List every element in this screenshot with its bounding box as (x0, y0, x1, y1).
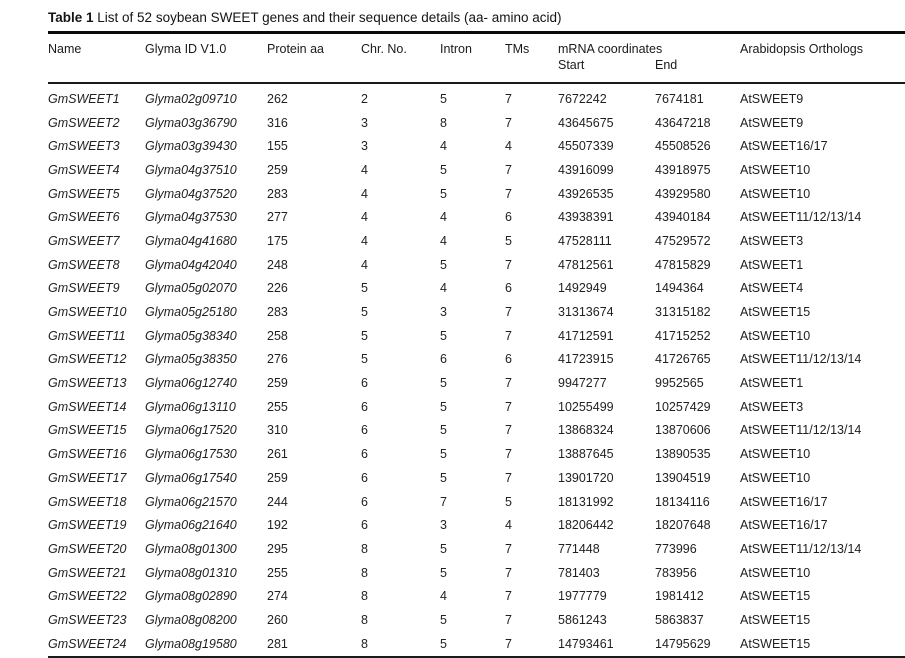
cell-mrna-end: 13904519 (655, 470, 711, 485)
cell-chr-no: 5 (361, 352, 368, 367)
cell-mrna-end: 18207648 (655, 518, 711, 533)
cell-mrna-start: 43938391 (558, 210, 614, 225)
cell-protein-aa: 244 (267, 494, 288, 509)
cell-arabidopsis-orthologs: AtSWEET15 (740, 589, 811, 604)
cell-mrna-start: 41723915 (558, 352, 614, 367)
cell-glyma-id: Glyma04g37530 (145, 210, 237, 225)
cell-name: GmSWEET16 (48, 447, 127, 462)
cell-tms: 7 (505, 162, 512, 177)
cell-name: GmSWEET4 (48, 162, 120, 177)
cell-name: GmSWEET9 (48, 281, 120, 296)
cell-mrna-end: 43647218 (655, 115, 711, 130)
cell-mrna-start: 7672242 (558, 91, 607, 106)
cell-chr-no: 6 (361, 494, 368, 509)
table-header (48, 33, 905, 84)
cell-glyma-id: Glyma05g02070 (145, 281, 237, 296)
cell-chr-no: 6 (361, 470, 368, 485)
cell-glyma-id: Glyma08g02890 (145, 589, 237, 604)
cell-chr-no: 4 (361, 257, 368, 272)
cell-chr-no: 5 (361, 305, 368, 320)
cell-protein-aa: 283 (267, 186, 288, 201)
cell-glyma-id: Glyma08g01300 (145, 541, 237, 556)
soybean-sweet-genes-table (48, 31, 905, 658)
cell-chr-no: 3 (361, 115, 368, 130)
cell-arabidopsis-orthologs: AtSWEET1 (740, 376, 804, 391)
cell-mrna-start: 1977779 (558, 589, 607, 604)
table-row (48, 419, 905, 443)
cell-tms: 4 (505, 139, 512, 154)
cell-glyma-id: Glyma04g41680 (145, 233, 237, 248)
cell-arabidopsis-orthologs: AtSWEET16/17 (740, 518, 828, 533)
cell-mrna-start: 43645675 (558, 115, 614, 130)
cell-glyma-id: Glyma06g13110 (145, 399, 236, 414)
cell-tms: 6 (505, 352, 512, 367)
cell-mrna-start: 31313674 (558, 305, 614, 320)
cell-mrna-start: 45507339 (558, 139, 614, 154)
table-row (48, 490, 905, 514)
cell-protein-aa: 274 (267, 589, 288, 604)
cell-chr-no: 8 (361, 636, 368, 651)
cell-arabidopsis-orthologs: AtSWEET10 (740, 565, 811, 580)
cell-name: GmSWEET1 (48, 91, 120, 106)
cell-protein-aa: 248 (267, 257, 288, 272)
cell-arabidopsis-orthologs: AtSWEET11/12/13/14 (740, 210, 862, 225)
cell-tms: 7 (505, 565, 512, 580)
cell-arabidopsis-orthologs: AtSWEET9 (740, 115, 804, 130)
cell-chr-no: 3 (361, 139, 368, 154)
cell-intron: 4 (440, 589, 447, 604)
cell-glyma-id: Glyma08g19580 (145, 636, 237, 651)
cell-mrna-start: 47528111 (558, 233, 612, 248)
table-caption (48, 10, 905, 25)
cell-arabidopsis-orthologs: AtSWEET11/12/13/14 (740, 541, 862, 556)
cell-chr-no: 5 (361, 328, 368, 343)
table-row (48, 205, 905, 229)
table-caption-text: List of 52 soybean SWEET genes and their sequence details (aa- amino acid) (93, 10, 562, 25)
cell-name: GmSWEET17 (48, 470, 127, 485)
col-header-intron: Intron (440, 42, 472, 56)
cell-intron: 5 (440, 186, 447, 201)
cell-arabidopsis-orthologs: AtSWEET10 (740, 162, 811, 177)
cell-intron: 5 (440, 91, 447, 106)
cell-mrna-start: 14793461 (558, 636, 614, 651)
cell-intron: 5 (440, 636, 447, 651)
cell-glyma-id: Glyma08g01310 (145, 565, 237, 580)
cell-mrna-start: 10255499 (558, 399, 614, 414)
cell-tms: 7 (505, 115, 512, 130)
cell-arabidopsis-orthologs: AtSWEET4 (740, 281, 804, 296)
cell-tms: 7 (505, 257, 512, 272)
cell-mrna-end: 18134116 (655, 494, 710, 509)
cell-intron: 4 (440, 210, 447, 225)
cell-mrna-start: 41712591 (558, 328, 614, 343)
cell-mrna-start: 47812561 (558, 257, 614, 272)
cell-name: GmSWEET11 (48, 328, 126, 343)
cell-tms: 5 (505, 233, 512, 248)
cell-intron: 4 (440, 139, 447, 154)
cell-glyma-id: Glyma03g39430 (145, 139, 237, 154)
cell-intron: 6 (440, 352, 447, 367)
table-row (48, 513, 905, 537)
cell-protein-aa: 295 (267, 541, 288, 556)
cell-intron: 5 (440, 423, 447, 438)
cell-mrna-end: 43940184 (655, 210, 711, 225)
table-row (48, 229, 905, 253)
cell-glyma-id: Glyma05g38350 (145, 352, 237, 367)
cell-intron: 8 (440, 115, 447, 130)
cell-glyma-id: Glyma06g21640 (145, 518, 237, 533)
cell-tms: 6 (505, 281, 512, 296)
cell-protein-aa: 260 (267, 612, 288, 627)
table-body (48, 83, 905, 657)
cell-mrna-start: 13901720 (558, 470, 614, 485)
cell-name: GmSWEET18 (48, 494, 127, 509)
cell-protein-aa: 175 (267, 233, 288, 248)
cell-tms: 7 (505, 636, 512, 651)
cell-intron: 5 (440, 162, 447, 177)
cell-protein-aa: 281 (267, 636, 288, 651)
table-row (48, 632, 905, 657)
table-row (48, 253, 905, 277)
cell-mrna-end: 1981412 (655, 589, 704, 604)
cell-name: GmSWEET10 (48, 305, 127, 320)
cell-arabidopsis-orthologs: AtSWEET10 (740, 470, 811, 485)
cell-glyma-id: Glyma04g42040 (145, 257, 237, 272)
cell-name: GmSWEET13 (48, 376, 127, 391)
table-row (48, 111, 905, 135)
cell-arabidopsis-orthologs: AtSWEET10 (740, 328, 811, 343)
cell-protein-aa: 259 (267, 376, 288, 391)
cell-glyma-id: Glyma04g37520 (145, 186, 237, 201)
cell-tms: 7 (505, 470, 512, 485)
cell-glyma-id: Glyma06g21570 (145, 494, 237, 509)
cell-mrna-start: 43916099 (558, 162, 614, 177)
cell-arabidopsis-orthologs: AtSWEET9 (740, 91, 804, 106)
cell-tms: 7 (505, 612, 512, 627)
cell-arabidopsis-orthologs: AtSWEET15 (740, 612, 811, 627)
col-header-end: End (655, 58, 678, 72)
cell-glyma-id: Glyma04g37510 (145, 162, 237, 177)
cell-arabidopsis-orthologs: AtSWEET11/12/13/14 (740, 423, 862, 438)
cell-name: GmSWEET19 (48, 518, 127, 533)
cell-chr-no: 8 (361, 612, 368, 627)
table-row (48, 277, 905, 301)
cell-mrna-start: 13887645 (558, 447, 614, 462)
cell-intron: 3 (440, 518, 447, 533)
cell-mrna-start: 18206442 (558, 518, 614, 533)
cell-mrna-end: 41715252 (655, 328, 711, 343)
cell-tms: 7 (505, 423, 512, 438)
table-row (48, 134, 905, 158)
cell-mrna-start: 5861243 (558, 612, 607, 627)
cell-chr-no: 8 (361, 541, 368, 556)
cell-chr-no: 4 (361, 162, 368, 177)
cell-mrna-end: 13890535 (655, 447, 711, 462)
cell-glyma-id: Glyma08g08200 (145, 612, 237, 627)
cell-protein-aa: 259 (267, 470, 288, 485)
cell-name: GmSWEET22 (48, 589, 127, 604)
cell-name: GmSWEET23 (48, 612, 127, 627)
cell-arabidopsis-orthologs: AtSWEET3 (740, 399, 804, 414)
cell-mrna-end: 1494364 (655, 281, 704, 296)
cell-arabidopsis-orthologs: AtSWEET15 (740, 636, 811, 651)
cell-chr-no: 8 (361, 565, 368, 580)
table-row (48, 300, 905, 324)
cell-chr-no: 6 (361, 399, 368, 414)
cell-name: GmSWEET15 (48, 423, 127, 438)
cell-glyma-id: Glyma03g36790 (145, 115, 237, 130)
cell-arabidopsis-orthologs: AtSWEET10 (740, 186, 811, 201)
cell-protein-aa: 316 (267, 115, 288, 130)
cell-glyma-id: Glyma06g17530 (145, 447, 237, 462)
cell-arabidopsis-orthologs: AtSWEET1 (740, 257, 804, 272)
table-row (48, 442, 905, 466)
cell-mrna-end: 47815829 (655, 257, 711, 272)
cell-mrna-end: 13870606 (655, 423, 711, 438)
cell-name: GmSWEET7 (48, 233, 120, 248)
cell-name: GmSWEET8 (48, 257, 120, 272)
cell-mrna-end: 45508526 (655, 139, 711, 154)
cell-protein-aa: 255 (267, 399, 288, 414)
cell-tms: 4 (505, 518, 512, 533)
cell-intron: 5 (440, 541, 447, 556)
cell-mrna-end: 43918975 (655, 162, 711, 177)
cell-tms: 7 (505, 328, 512, 343)
cell-arabidopsis-orthologs: AtSWEET3 (740, 233, 804, 248)
cell-tms: 7 (505, 186, 512, 201)
table-row (48, 182, 905, 206)
cell-name: GmSWEET12 (48, 352, 127, 367)
cell-mrna-end: 47529572 (655, 233, 711, 248)
cell-intron: 5 (440, 257, 447, 272)
cell-arabidopsis-orthologs: AtSWEET16/17 (740, 139, 828, 154)
cell-protein-aa: 276 (267, 352, 288, 367)
cell-protein-aa: 262 (267, 91, 288, 106)
cell-mrna-end: 9952565 (655, 376, 704, 391)
cell-mrna-end: 10257429 (655, 399, 711, 414)
col-header-mrna-coordinates: mRNA coordinates (558, 42, 663, 56)
cell-name: GmSWEET6 (48, 210, 120, 225)
cell-intron: 3 (440, 305, 447, 320)
table-row (48, 608, 905, 632)
cell-chr-no: 4 (361, 210, 368, 225)
cell-mrna-end: 5863837 (655, 612, 704, 627)
cell-name: GmSWEET2 (48, 115, 120, 130)
cell-intron: 7 (440, 494, 447, 509)
table-row (48, 584, 905, 608)
cell-name: GmSWEET24 (48, 636, 127, 651)
cell-intron: 5 (440, 470, 447, 485)
cell-tms: 7 (505, 589, 512, 604)
cell-mrna-start: 771448 (558, 541, 600, 556)
cell-protein-aa: 258 (267, 328, 288, 343)
cell-glyma-id: Glyma06g17540 (145, 470, 237, 485)
cell-name: GmSWEET21 (48, 565, 127, 580)
cell-chr-no: 6 (361, 447, 368, 462)
table-row (48, 83, 905, 111)
cell-name: GmSWEET20 (48, 541, 127, 556)
cell-protein-aa: 310 (267, 423, 288, 438)
table-row (48, 395, 905, 419)
cell-protein-aa: 261 (267, 447, 288, 462)
cell-tms: 7 (505, 376, 512, 391)
cell-chr-no: 6 (361, 518, 368, 533)
table-row (48, 537, 905, 561)
cell-chr-no: 8 (361, 589, 368, 604)
cell-arabidopsis-orthologs: AtSWEET15 (740, 305, 811, 320)
cell-mrna-start: 18131992 (558, 494, 614, 509)
cell-protein-aa: 226 (267, 281, 288, 296)
col-header-tms: TMs (505, 42, 530, 56)
table-row (48, 158, 905, 182)
cell-mrna-start: 13868324 (558, 423, 614, 438)
col-header-arabidopsis-orthologs: Arabidopsis Orthologs (740, 42, 863, 56)
cell-arabidopsis-orthologs: AtSWEET16/17 (740, 494, 828, 509)
cell-mrna-end: 7674181 (655, 91, 704, 106)
cell-intron: 5 (440, 328, 447, 343)
col-header-start: Start (558, 58, 585, 72)
cell-intron: 4 (440, 233, 447, 248)
cell-intron: 5 (440, 376, 447, 391)
cell-mrna-start: 43926535 (558, 186, 614, 201)
cell-glyma-id: Glyma06g12740 (145, 376, 237, 391)
col-header-glyma-id: Glyma ID V1.0 (145, 42, 227, 56)
cell-intron: 5 (440, 447, 447, 462)
cell-chr-no: 5 (361, 281, 368, 296)
cell-mrna-end: 773996 (655, 541, 697, 556)
cell-tms: 6 (505, 210, 512, 225)
cell-tms: 7 (505, 447, 512, 462)
cell-arabidopsis-orthologs: AtSWEET10 (740, 447, 811, 462)
cell-name: GmSWEET3 (48, 139, 120, 154)
cell-tms: 5 (505, 494, 512, 509)
cell-glyma-id: Glyma05g38340 (145, 328, 237, 343)
cell-arabidopsis-orthologs: AtSWEET11/12/13/14 (740, 352, 862, 367)
cell-mrna-end: 43929580 (655, 186, 711, 201)
table-row (48, 348, 905, 372)
cell-glyma-id: Glyma05g25180 (145, 305, 237, 320)
col-header-protein-aa: Protein aa (267, 42, 324, 56)
table-caption-label: Table 1 (48, 10, 94, 25)
cell-intron: 5 (440, 399, 447, 414)
table-row (48, 371, 905, 395)
cell-mrna-start: 1492949 (558, 281, 607, 296)
cell-protein-aa: 277 (267, 210, 288, 225)
cell-tms: 7 (505, 399, 512, 414)
col-header-name: Name (48, 42, 82, 56)
cell-protein-aa: 155 (267, 139, 288, 154)
cell-mrna-start: 9947277 (558, 376, 607, 391)
col-header-chr-no: Chr. No. (361, 42, 407, 56)
cell-mrna-end: 783956 (655, 565, 697, 580)
table-row (48, 561, 905, 585)
cell-name: GmSWEET14 (48, 399, 127, 414)
header-row-1 (48, 33, 905, 59)
cell-name: GmSWEET5 (48, 186, 120, 201)
cell-glyma-id: Glyma02g09710 (145, 91, 237, 106)
cell-mrna-start: 781403 (558, 565, 600, 580)
cell-protein-aa: 283 (267, 305, 288, 320)
cell-glyma-id: Glyma06g17520 (145, 423, 237, 438)
cell-chr-no: 4 (361, 186, 368, 201)
cell-chr-no: 6 (361, 423, 368, 438)
cell-protein-aa: 255 (267, 565, 288, 580)
cell-mrna-end: 14795629 (655, 636, 711, 651)
cell-chr-no: 4 (361, 233, 368, 248)
cell-protein-aa: 192 (267, 518, 288, 533)
cell-tms: 7 (505, 91, 512, 106)
cell-protein-aa: 259 (267, 162, 288, 177)
cell-tms: 7 (505, 305, 512, 320)
table-row (48, 324, 905, 348)
cell-mrna-end: 41726765 (655, 352, 711, 367)
cell-mrna-end: 31315182 (655, 305, 711, 320)
cell-chr-no: 6 (361, 376, 368, 391)
cell-intron: 4 (440, 281, 447, 296)
table-row (48, 466, 905, 490)
cell-intron: 5 (440, 612, 447, 627)
cell-intron: 5 (440, 565, 447, 580)
cell-chr-no: 2 (361, 91, 368, 106)
cell-tms: 7 (505, 541, 512, 556)
